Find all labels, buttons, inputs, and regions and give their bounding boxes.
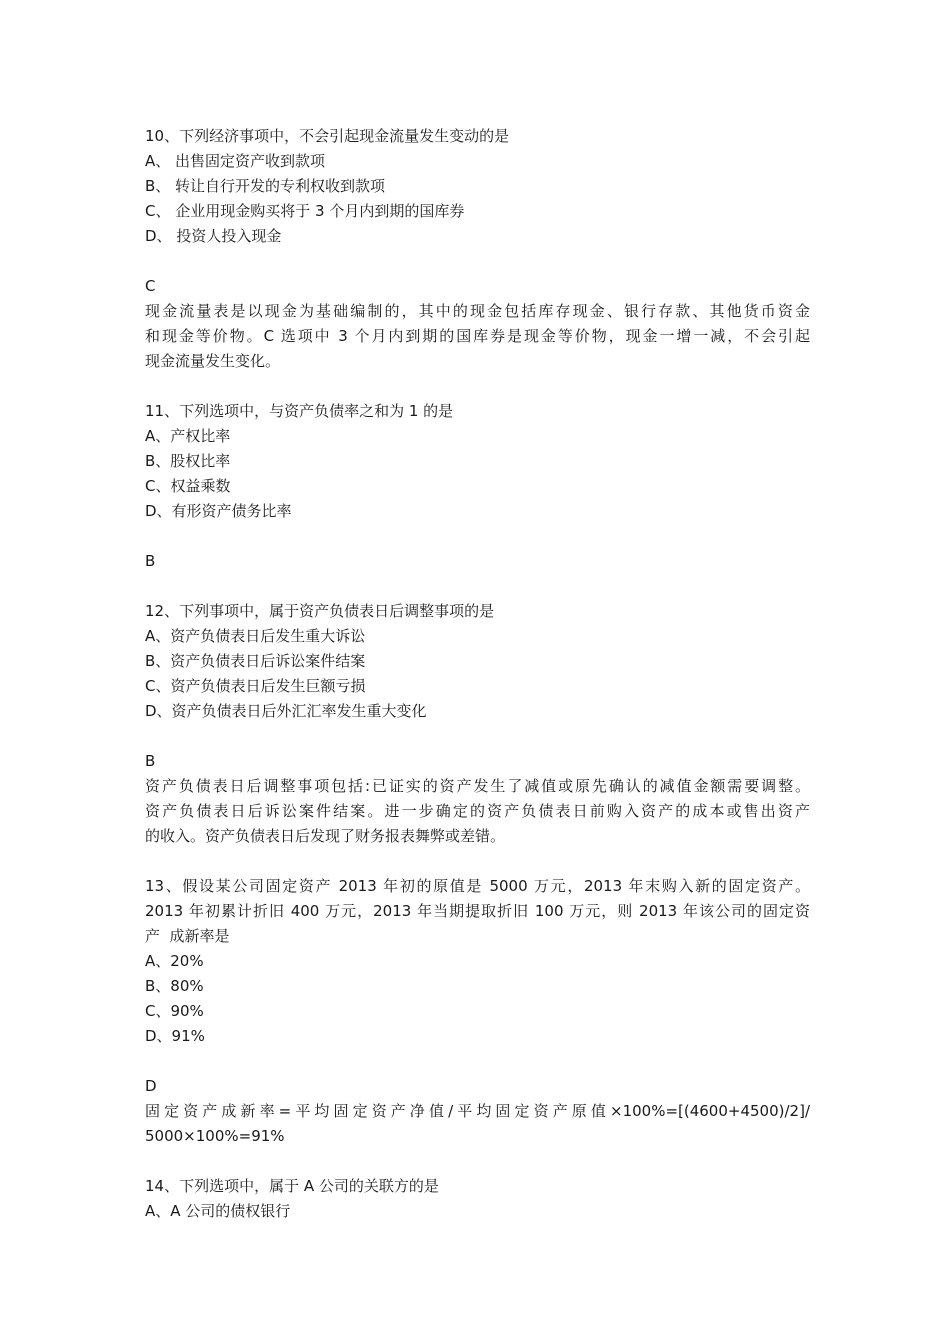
- question-10-answer: C: [145, 277, 156, 295]
- question-11-option-b: B、股权比率: [145, 452, 231, 470]
- spacer: [145, 249, 810, 274]
- question-12-option-d: D、资产负债表日后外汇汇率发生重大变化: [145, 702, 427, 720]
- question-12-stem: 12、下列事项中，属于资产负债表日后调整事项的是: [145, 602, 495, 620]
- question-13-stem-line-2: 2013 年初累计折旧 400 万元，2013 年当期提取折旧 100 万元，则 2013 年该公司的固定资: [145, 902, 810, 920]
- question-11-option-c: C、权益乘数: [145, 477, 231, 495]
- question-11-option-d: D、有形资产债务比率: [145, 502, 292, 520]
- spacer: [145, 849, 810, 874]
- question-10-option-b: B、 转让自行开发的专利权收到款项: [145, 177, 386, 195]
- question-13-stem-line-1: 13、假设某公司固定资产 2013 年初的原值是 5000 万元，2013 年末购入新的固定资产。: [145, 877, 810, 895]
- question-13-explanation-line-1: 固定资产成新率=平均固定资产净值/平均固定资产原值×100%=[(4600+4500)/2]/: [145, 1102, 810, 1120]
- question-10-stem: 10、下列经济事项中，不会引起现金流量发生变动的是: [145, 127, 510, 145]
- question-12-option-c: C、资产负债表日后发生巨额亏损: [145, 677, 366, 695]
- spacer: [145, 374, 810, 399]
- question-13-answer: D: [145, 1077, 157, 1095]
- spacer: [145, 524, 810, 549]
- question-10-option-a: A、 出售固定资产收到款项: [145, 152, 326, 170]
- question-12-explanation-line-3: 的收入。资产负债表日后发现了财务报表舞弊或差错。: [145, 827, 506, 845]
- spacer: [145, 1049, 810, 1074]
- question-13-option-d: D、91%: [145, 1027, 205, 1045]
- question-10-explanation-line-3: 现金流量发生变化。: [145, 352, 281, 370]
- spacer: [145, 1149, 810, 1174]
- question-10-option-d: D、 投资人投入现金: [145, 227, 282, 245]
- question-13-stem-line-3: 产 成新率是: [145, 927, 230, 945]
- question-12-option-b: B、资产负债表日后诉讼案件结案: [145, 652, 366, 670]
- question-10-explanation-line-1: 现金流量表是以现金为基础编制的，其中的现金包括库存现金、银行存款、其他货币资金: [145, 302, 810, 320]
- question-13-explanation-line-2: 5000×100%=91%: [145, 1127, 285, 1145]
- spacer: [145, 724, 810, 749]
- spacer: [145, 574, 810, 599]
- question-12-option-a: A、资产负债表日后发生重大诉讼: [145, 627, 366, 645]
- question-13-option-b: B、80%: [145, 977, 204, 995]
- question-13-option-c: C、90%: [145, 1002, 204, 1020]
- question-10-explanation-line-2: 和现金等价物。C 选项中 3 个月内到期的国库券是现金等价物，现金一增一减，不会引起: [145, 327, 810, 345]
- document-page: [145, 124, 810, 1224]
- question-12-explanation-line-1: 资产负债表日后调整事项包括:已证实的资产发生了减值或原先确认的减值金额需要调整。: [145, 777, 810, 795]
- question-11-option-a: A、产权比率: [145, 427, 231, 445]
- question-11-answer: B: [145, 552, 156, 570]
- question-12-answer: B: [145, 752, 156, 770]
- question-10-option-c: C、 企业用现金购买将于 3 个月内到期的国库券: [145, 202, 465, 220]
- question-12-explanation-line-2: 资产负债表日后诉讼案件结案。进一步确定的资产负债表日前购入资产的成本或售出资产: [145, 802, 810, 820]
- question-14-option-a: A、A 公司的债权银行: [145, 1202, 291, 1220]
- question-11-stem: 11、下列选项中，与资产负债率之和为 1 的是: [145, 402, 454, 420]
- question-14-stem: 14、下列选项中，属于 A 公司的关联方的是: [145, 1177, 439, 1195]
- question-13-option-a: A、20%: [145, 952, 204, 970]
